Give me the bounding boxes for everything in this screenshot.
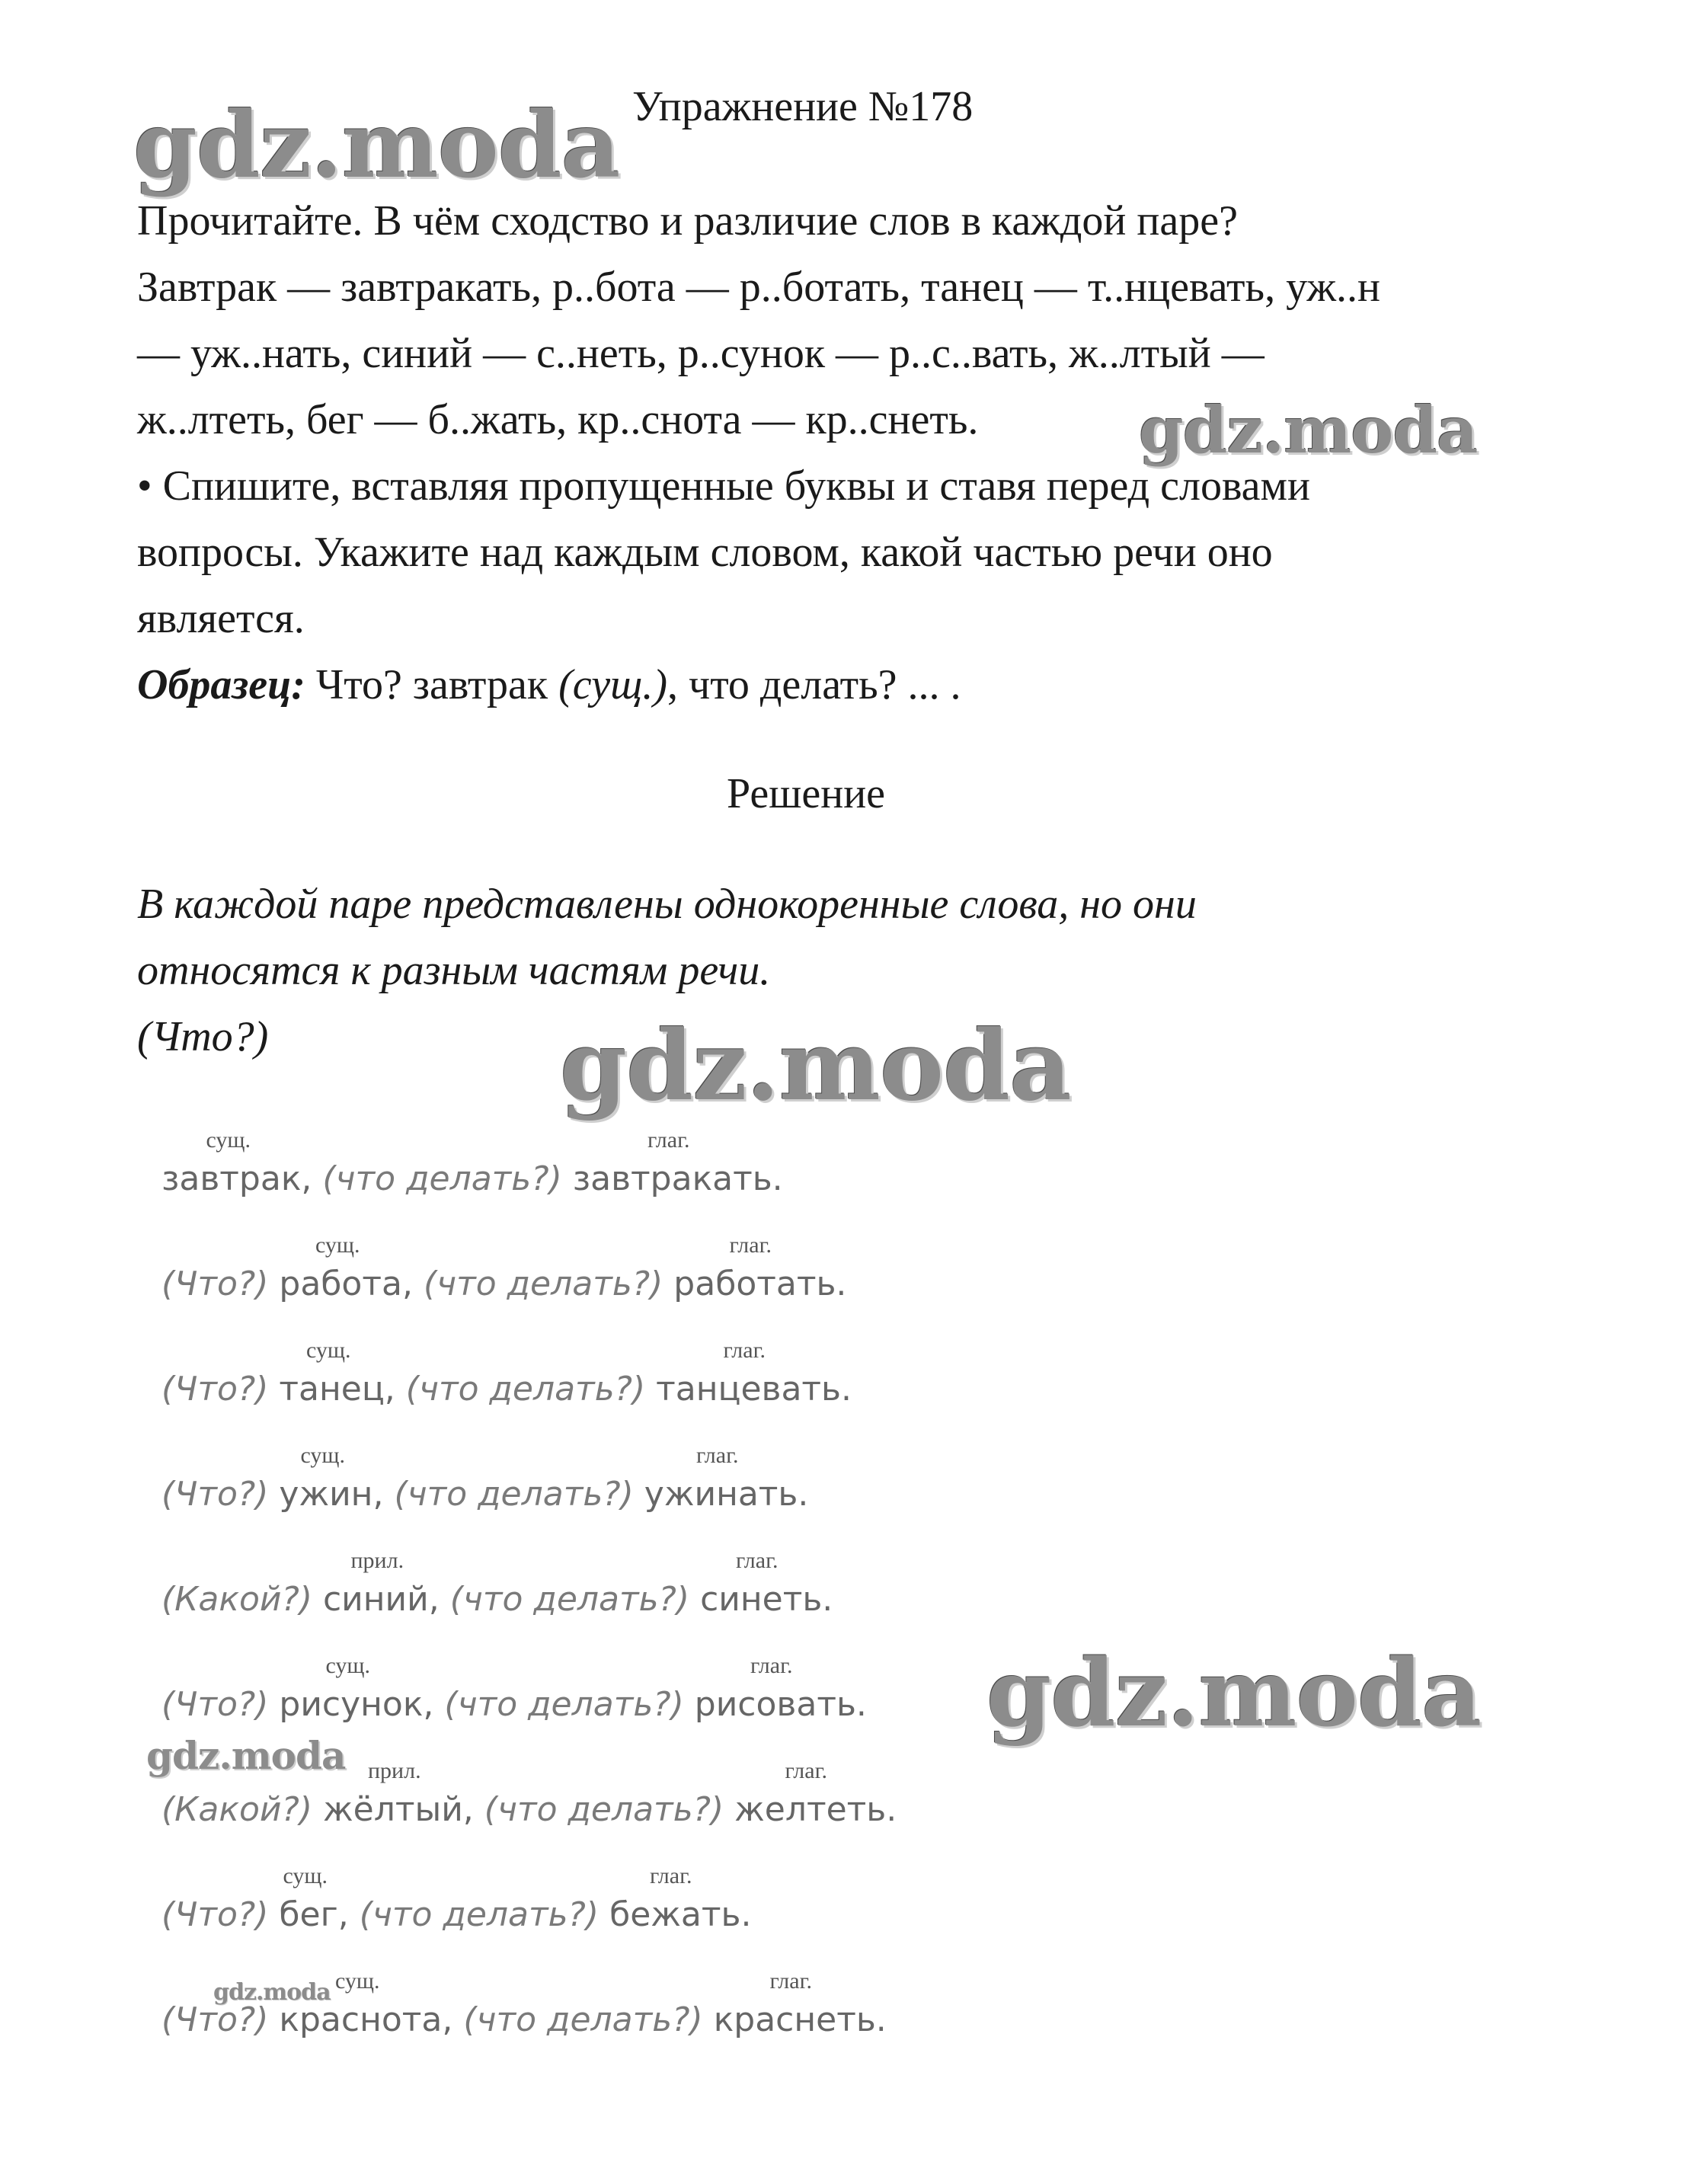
pair-line bbox=[161, 1790, 897, 1829]
part-of-speech-label-2: глаг. bbox=[647, 1127, 690, 1153]
question-1: (Какой?) bbox=[161, 1580, 312, 1619]
question-2: (что делать?) bbox=[444, 1685, 684, 1724]
pair-line bbox=[161, 1685, 867, 1724]
word-2: рисовать. bbox=[694, 1685, 867, 1724]
part-of-speech-label-1: прил. bbox=[368, 1758, 421, 1783]
sample-line bbox=[137, 660, 961, 709]
word-2: танцевать. bbox=[656, 1370, 852, 1409]
pair-line bbox=[161, 1159, 783, 1198]
pair-line bbox=[161, 1475, 808, 1514]
word-1: синий, bbox=[322, 1580, 440, 1619]
question-1: (Что?) bbox=[161, 1265, 269, 1303]
sample-text-1: Что? завтрак bbox=[305, 661, 559, 708]
part-of-speech-label-2: глаг. bbox=[696, 1443, 739, 1468]
pair-line bbox=[161, 1370, 852, 1409]
watermark: gdz.moda bbox=[560, 1009, 1071, 1122]
watermark: gdz.moda bbox=[986, 1638, 1482, 1748]
part-of-speech-label-1: сущ. bbox=[306, 1338, 351, 1363]
question-2: (что делать?) bbox=[322, 1159, 562, 1198]
part-of-speech-label-1: сущ. bbox=[283, 1863, 328, 1888]
part-of-speech-label-1: сущ. bbox=[335, 1968, 380, 1994]
pair-line bbox=[161, 2000, 887, 2039]
word-2: бежать. bbox=[609, 1895, 752, 1934]
task-line-7: является. bbox=[137, 595, 305, 642]
exercise-title: Упражнение №178 bbox=[632, 83, 974, 130]
solution-title: Решение bbox=[727, 770, 886, 817]
watermark: gdz.moda bbox=[133, 91, 620, 199]
sample-text-2: , что делать? ... . bbox=[667, 661, 961, 708]
question-1: (Какой?) bbox=[161, 1790, 312, 1829]
watermark: gdz.moda bbox=[146, 1733, 346, 1778]
word-1: рисунок, bbox=[279, 1685, 434, 1724]
word-2: краснеть. bbox=[713, 2000, 887, 2039]
sample-italic: (сущ.) bbox=[558, 661, 668, 708]
part-of-speech-label-2: глаг. bbox=[650, 1863, 692, 1888]
pair-line bbox=[161, 1580, 833, 1619]
word-1: краснота, bbox=[279, 2000, 453, 2039]
question-2: (что делать?) bbox=[423, 1265, 663, 1303]
question-1: (Что?) bbox=[161, 2000, 269, 2039]
word-1: работа, bbox=[279, 1265, 413, 1303]
part-of-speech-label-1: сущ. bbox=[300, 1443, 346, 1468]
part-of-speech-label-2: глаг. bbox=[736, 1548, 779, 1573]
word-1: завтрак, bbox=[161, 1159, 312, 1198]
part-of-speech-label-2: глаг. bbox=[723, 1338, 766, 1363]
part-of-speech-label-1: сущ. bbox=[206, 1127, 251, 1153]
answer-line-3: (Что?) bbox=[137, 1013, 269, 1060]
question-2: (что делать?) bbox=[405, 1370, 646, 1409]
answer-line-2: относятся к разным частям речи. bbox=[137, 947, 771, 994]
question-2: (что делать?) bbox=[394, 1475, 634, 1514]
part-of-speech-label-2: глаг. bbox=[729, 1233, 772, 1258]
pair-line bbox=[161, 1265, 846, 1303]
pair-line bbox=[161, 1895, 751, 1934]
answer-line-1: В каждой паре представлены однокоренные слова, но они bbox=[137, 881, 1197, 928]
word-2: ужинать. bbox=[644, 1475, 809, 1514]
part-of-speech-label-1: сущ. bbox=[315, 1233, 360, 1258]
watermark: gdz.moda bbox=[213, 1979, 331, 2006]
word-2: завтракать. bbox=[572, 1159, 783, 1198]
question-2: (что делать?) bbox=[449, 1580, 690, 1619]
task-line-2: Завтрак — завтракать, р..бота — р..ботать, танец — т..нцевать, уж..н bbox=[137, 264, 1380, 311]
word-2: синеть. bbox=[700, 1580, 833, 1619]
watermark: gdz.moda bbox=[1139, 392, 1478, 468]
word-1: танец, bbox=[279, 1370, 395, 1409]
word-1: бег, bbox=[279, 1895, 349, 1934]
question-2: (что делать?) bbox=[359, 1895, 600, 1934]
part-of-speech-label-1: прил. bbox=[350, 1548, 404, 1573]
part-of-speech-label-2: глаг. bbox=[769, 1968, 812, 1994]
word-2: работать. bbox=[673, 1265, 847, 1303]
question-2: (что делать?) bbox=[484, 1790, 724, 1829]
question-2: (что делать?) bbox=[463, 2000, 703, 2039]
task-line-4: ж..лтеть, бег — б..жать, кр..снота — кр..снеть. bbox=[137, 396, 979, 443]
word-2: желтеть. bbox=[734, 1790, 897, 1829]
part-of-speech-label-1: сущ. bbox=[325, 1653, 371, 1678]
part-of-speech-label-2: глаг. bbox=[750, 1653, 793, 1678]
task-line-5: • Спишите, вставляя пропущенные буквы и ставя перед словами bbox=[137, 462, 1310, 510]
task-line-1: Прочитайте. В чём сходство и различие слов в каждой паре? bbox=[137, 197, 1238, 245]
word-1: ужин, bbox=[279, 1475, 384, 1514]
question-1: (Что?) bbox=[161, 1685, 269, 1724]
question-1: (Что?) bbox=[161, 1370, 269, 1409]
question-1: (Что?) bbox=[161, 1895, 269, 1934]
question-1: (Что?) bbox=[161, 1475, 269, 1514]
task-line-6: вопросы. Укажите над каждым словом, какой частью речи оно bbox=[137, 529, 1273, 576]
sample-label: Образец: bbox=[137, 661, 305, 708]
task-line-3: — уж..нать, синий — с..неть, р..сунок — р..с..вать, ж..лтый — bbox=[137, 330, 1265, 377]
word-1: жёлтый, bbox=[322, 1790, 474, 1829]
part-of-speech-label-2: глаг. bbox=[785, 1758, 827, 1783]
